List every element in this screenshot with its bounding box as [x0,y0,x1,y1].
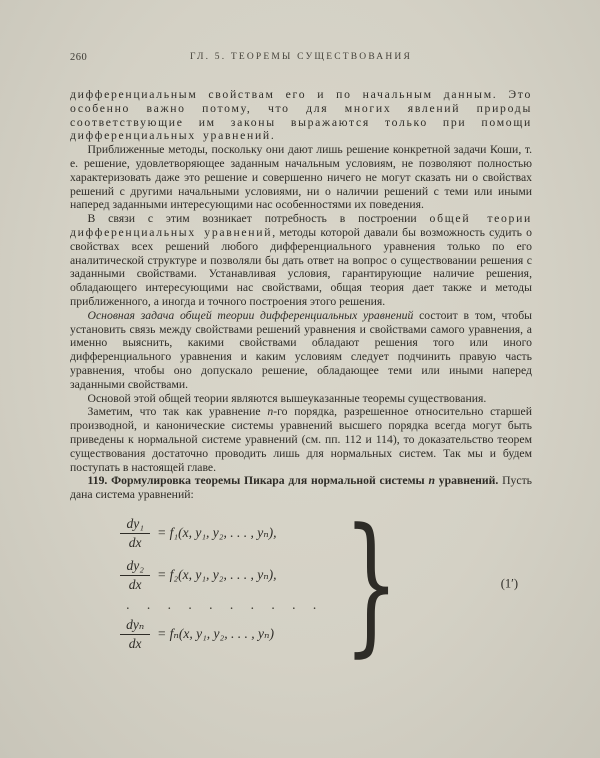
text-segment: -го порядка, разрешенное относительно старшей производной, и канонические системы уравнений высшего порядка всегда могут быть приведены к нормальной системе уравнений (см. пп. 112 и 114), то доказательство теорем существования достаточно проводить лишь для нормальных систем. Так мы и будем поступать в настоящей главе. [70,405,533,474]
text-segment: Приближенные методы, поскольку они дают лишь решение конкретной задачи Коши, т. е. решение, удовлетворяющее заданным начальным условиям, не позволяют полностью характеризовать даже это решение и совершенно ничего не могут сказать ни о свойствах решений с другими начальными условиями, ни о наличии решений с теми или иными наперед заданными интересующими нас особенностями их поведения. [70,143,532,212]
fraction-denominator: dx [120,575,150,593]
fraction-numerator: dy₂ [126,557,144,573]
text-segment: Заметим, что так как уравнение [87,405,268,419]
fraction [120,516,150,551]
body-text [70,88,532,502]
text-segment: 119. Формулировка теоремы Пикара для нормальной системы [87,474,429,488]
equation-row [120,516,323,551]
text-segment: В связи с этим возникает потребность в построении [87,212,430,226]
paragraph [70,392,532,406]
equation-rhs: = fₙ(x, y₁, y₂, . . . , yₙ) [157,626,274,642]
system-brace: } [343,496,400,672]
equation-rows [120,516,323,652]
text-segment: состоит в том, чтобы установить связь между свойствами решений уравнения и свойствами самого уравнения, а именно выяснить, какими свойствами обладают решения того или иного дифференциального уравнения и каким условиям следует подчинить правую часть уравнения, чтобы оно допускало решение, обладающее теми или иными наперед заданными свойствами. [70,308,532,391]
text-segment: общей теории дифференциальных уравнений [70,212,533,239]
equation-rhs: = f₂(x, y₁, y₂, . . . , yₙ), [157,567,277,583]
page-header [70,52,532,68]
text-segment: , методы которой давали бы возможность судить о свойствах всех решений любого дифференциального уравнения только по его аналитической структуре и позволяли бы дать ответ на вопрос о существовании решения с заданными свойствами. Устанавливая условия, гарантирующие наличие решения, обладающего интересующими нас свойствами, общая теория дает также и методы приближенного, а иногда и точного построения этого решения. [70,225,532,308]
fraction-denominator: dx [120,634,150,652]
text-segment: Основой этой общей теории являются вышеуказанные теоремы существования. [87,391,487,405]
text-segment: уравнений. [434,474,499,488]
fraction-denominator: dx [120,533,150,551]
equation-rhs: = f₁(x, y₁, y₂, . . . , yₙ), [157,525,277,541]
paragraph [70,309,532,392]
paragraph [70,405,532,474]
page-number: 260 [70,52,88,63]
text-segment: n [428,474,435,488]
page-content [70,52,533,672]
paragraph [70,143,532,212]
text-segment: дифференциальным свойствам его и по начальным данным. Это особенно важно потому, что для многих явлений природы соответствующие им законы выражаются только при помощи дифференциальных уравнений. [70,88,532,143]
text-segment: Основная задача общей теории дифференциальных уравнений [87,308,414,322]
fraction-numerator: dy₁ [126,515,144,531]
paragraph [70,88,532,143]
text-segment: Пусть дана система уравнений: [70,474,533,502]
paragraph [70,212,532,309]
equation-dots: . . . . . . . . . . [126,596,324,612]
text-segment: n [267,405,274,419]
fraction [120,617,150,652]
running-head: ГЛ. 5. ТЕОРЕМЫ СУЩЕСТВОВАНИЯ [189,52,413,62]
paragraph [70,474,532,502]
equation-label: (1′) [500,576,518,591]
equation-block [70,496,532,672]
equation-row [120,558,323,593]
fraction-numerator: dyₙ [126,616,145,632]
fraction [120,558,150,593]
equation-row [120,617,323,652]
